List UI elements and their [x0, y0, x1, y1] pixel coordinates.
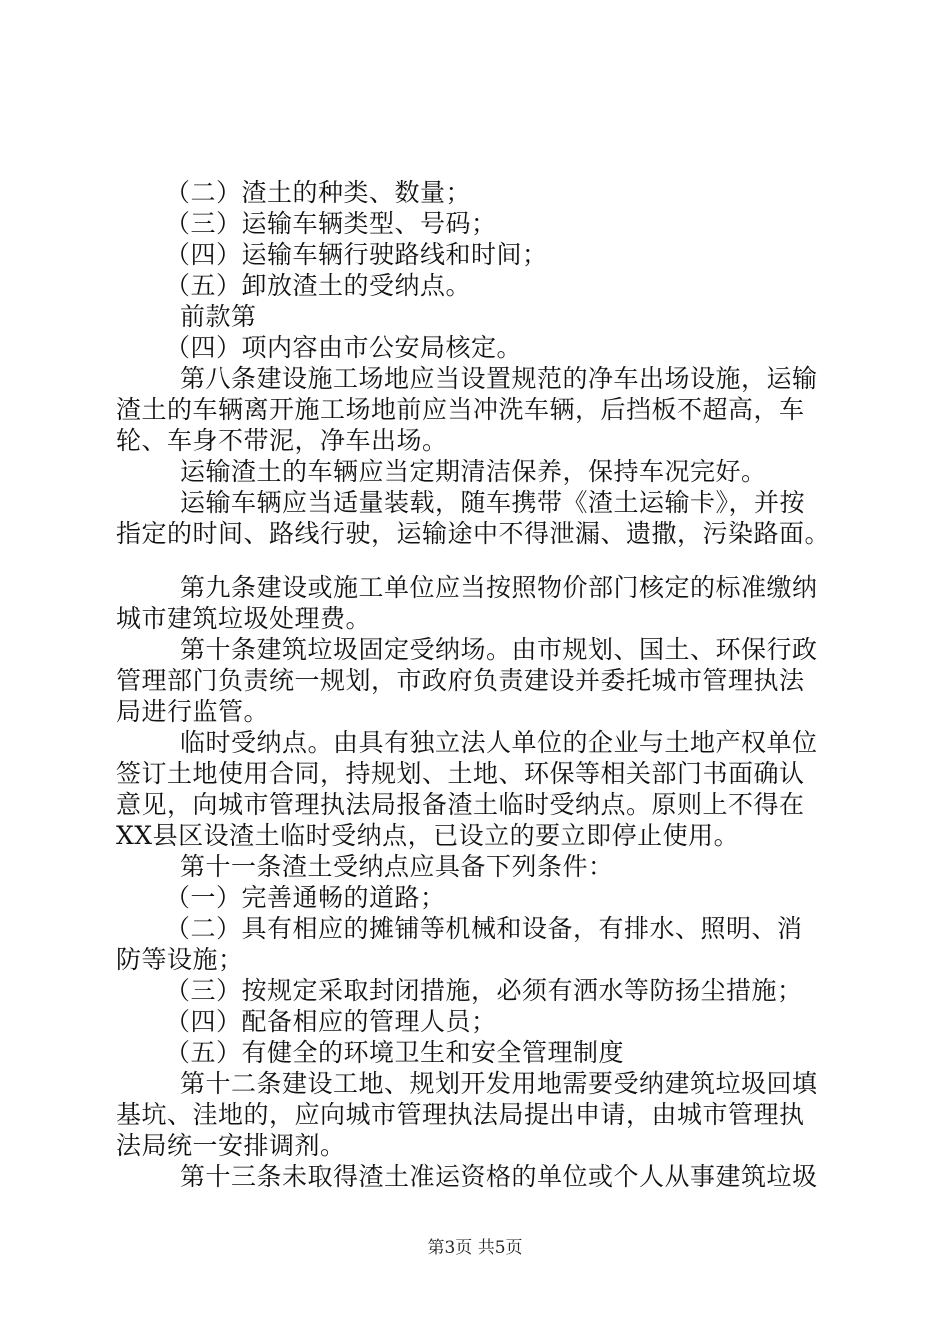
- page-number-footer: 第3页 共5页: [427, 1238, 523, 1258]
- text-line-6: （四）项内容由市公安局核定。: [165, 333, 523, 362]
- text-line-15: 第十条建筑垃圾固定受纳场。由市规划、国土、环保行政: [180, 635, 818, 664]
- text-line-28: （五）有健全的环境卫生和安全管理制度: [165, 1038, 625, 1067]
- text-line-29: 第十二条建设工地、规划开发用地需要受纳建筑垃圾回填: [180, 1069, 818, 1098]
- text-line-9: 轮、车身不带泥，净车出场。: [116, 426, 448, 455]
- text-line-10: 运输渣土的车辆应当定期清洁保养，保持车况完好。: [180, 457, 767, 486]
- text-line-30: 基坑、洼地的，应向城市管理执法局提出申请，由城市管理执: [116, 1100, 805, 1129]
- text-line-20: 意见，向城市管理执法局报备渣土临时受纳点。原则上不得在: [116, 790, 805, 819]
- text-line-24: （二）具有相应的摊铺等机械和设备，有排水、照明、消: [165, 914, 803, 943]
- text-line-16: 管理部门负责统一规划，市政府负责建设并委托城市管理执法: [116, 666, 805, 695]
- text-line-11: 运输车辆应当适量装载，随车携带《渣土运输卡》，并按: [180, 488, 806, 517]
- text-line-22: 第十一条渣土受纳点应具备下列条件：: [180, 852, 614, 881]
- text-line-26: （三）按规定采取封闭措施，必须有洒水等防扬尘措施；: [165, 976, 803, 1005]
- text-line-18: 临时受纳点。由具有独立法人单位的企业与土地产权单位: [180, 728, 818, 757]
- text-line-17: 局进行监管。: [116, 697, 270, 726]
- text-line-8: 渣土的车辆离开施工场地前应当冲洗车辆，后挡板不超高，车: [116, 395, 805, 424]
- text-line-4: （五）卸放渣土的受纳点。: [165, 271, 472, 300]
- text-line-21: XX县区设渣土临时受纳点，已设立的要立即停止使用。: [116, 821, 740, 850]
- text-line-25: 防等设施；: [116, 945, 244, 974]
- text-line-2: （三）运输车辆类型、号码；: [165, 209, 497, 238]
- text-line-1: （二）渣土的种类、数量；: [165, 178, 472, 207]
- text-line-13: 第九条建设或施工单位应当按照物价部门核定的标准缴纳: [180, 573, 818, 602]
- text-line-3: （四）运输车辆行驶路线和时间；: [165, 240, 548, 269]
- text-line-19: 签订土地使用合同，持规划、土地、环保等相关部门书面确认: [116, 759, 805, 788]
- text-line-32: 第十三条未取得渣土准运资格的单位或个人从事建筑垃圾: [180, 1162, 818, 1191]
- text-line-12: 指定的时间、路线行驶，运输途中不得泄漏、遗撒，污染路面。: [116, 519, 831, 548]
- text-line-7: 第八条建设施工场地应当设置规范的净车出场设施，运输: [180, 364, 818, 393]
- text-line-14: 城市建筑垃圾处理费。: [116, 604, 372, 633]
- text-line-23: （一）完善通畅的道路；: [165, 883, 446, 912]
- text-line-5: 前款第: [180, 302, 257, 331]
- text-line-27: （四）配备相应的管理人员；: [165, 1007, 497, 1036]
- text-line-31: 法局统一安排调剂。: [116, 1131, 346, 1160]
